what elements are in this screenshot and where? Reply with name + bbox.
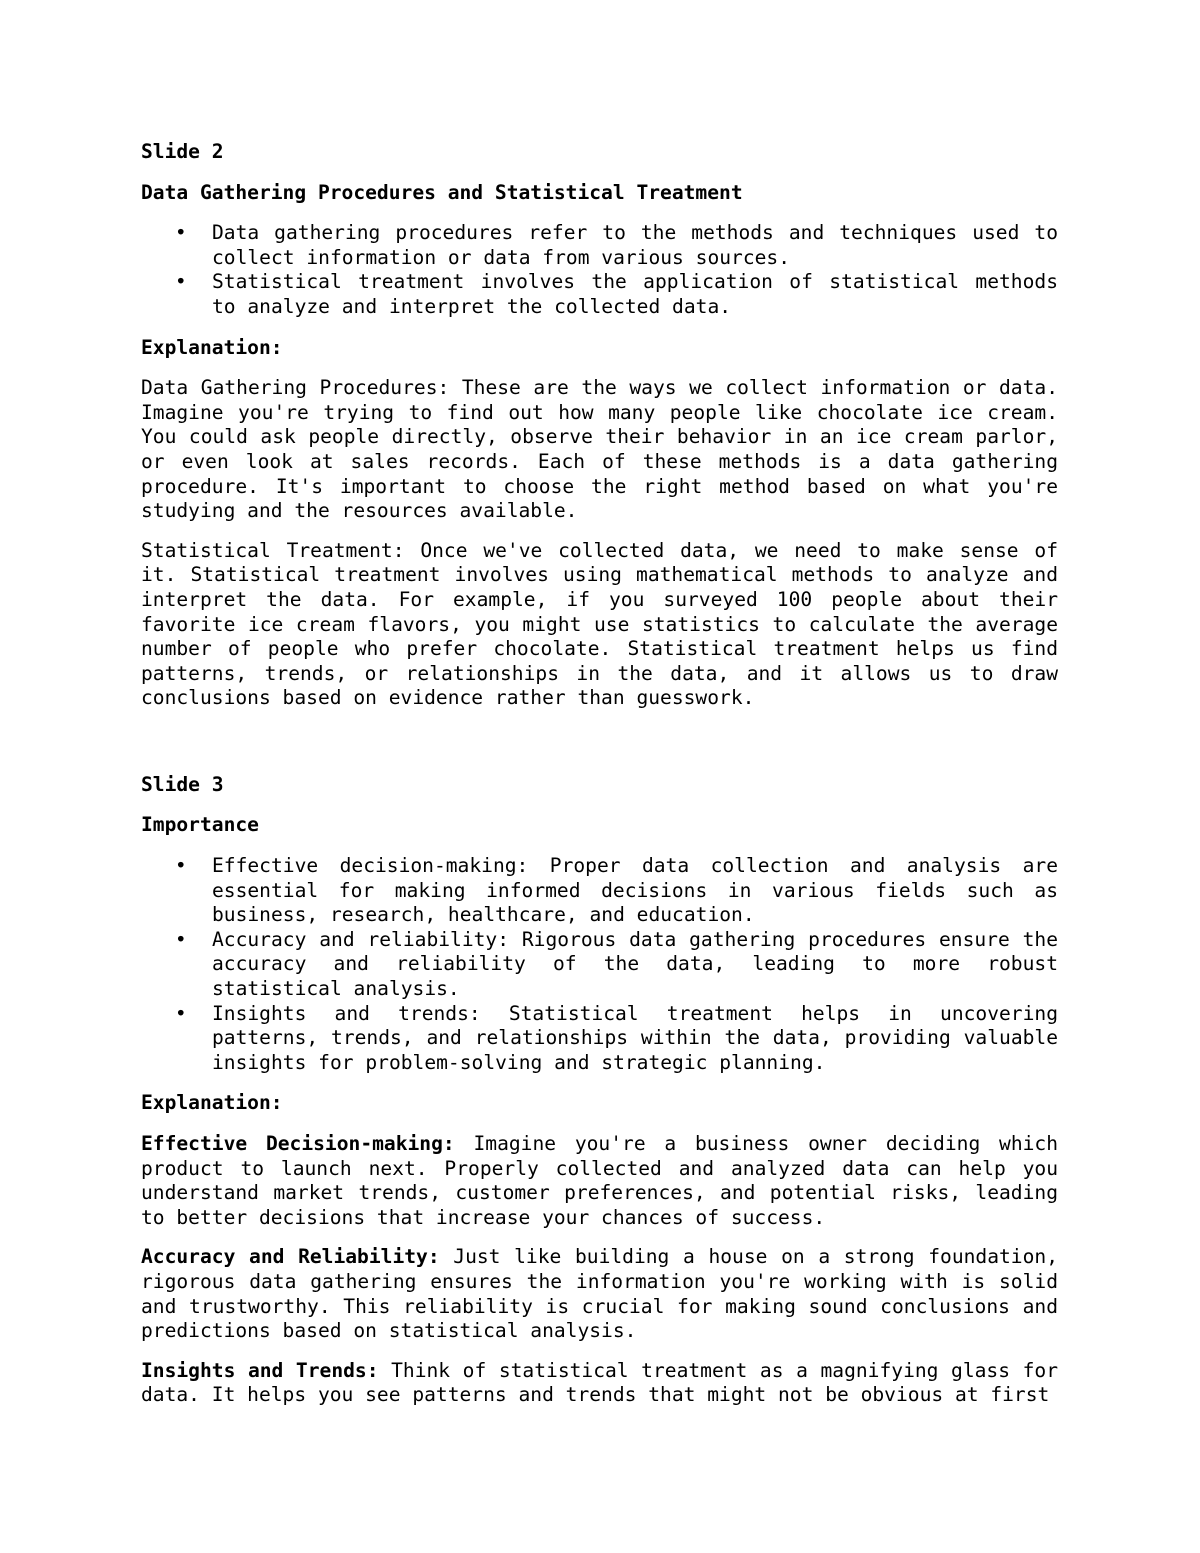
bullet-text: Data gathering procedures refer to the methods and techniques used to collect information or data from various sources.: [212, 221, 1058, 269]
paragraph-text: Just like building a house on a strong foundation, rigorous data gathering ensures the information you're working with is solid and trustworthy. This reliability is crucial for making sound conclusions and predictions based on statistical analysis.: [141, 1245, 1058, 1343]
bullet-icon: •: [175, 1001, 187, 1025]
slide-3-paragraph-insights: [141, 1359, 1058, 1408]
slide-3-explanation-label: Explanation:: [141, 1091, 283, 1115]
list-item: [141, 928, 1058, 1002]
list-item: [141, 854, 1058, 928]
list-item: [141, 270, 1058, 319]
slide-3-title: Importance: [141, 813, 259, 837]
bullet-text: Effective decision-making: Proper data collection and analysis are essential for making informed decisions in various fields such as business, research, healthcare, and education.: [212, 854, 1058, 927]
slide-3-label: Slide 3: [141, 772, 224, 796]
slide-2-paragraph-data-gathering: Data Gathering Procedures: These are the ways we collect information or data. Imagine you're trying to find out how many people like chocolate ice cream. You could ask people directly, observe their behavior in an ice cream parlor, or even look at sales records. Each of these methods is a data gathering procedure. It's important to choose the right method based on what you're studying and the resources available.: [141, 376, 1058, 523]
bullet-icon: •: [175, 854, 187, 878]
slide-2-explanation-label: Explanation:: [141, 335, 283, 359]
bullet-icon: •: [175, 221, 187, 245]
paragraph-term: Effective Decision-making:: [141, 1132, 455, 1155]
bullet-icon: •: [175, 270, 187, 294]
paragraph-text: Think of statistical treatment as a magnifying glass for data. It helps you see patterns and trends that might not be obvious at first: [141, 1358, 1058, 1407]
paragraph-term: Insights and Trends:: [141, 1358, 379, 1382]
document-content: [141, 140, 1058, 1423]
slide-2-label: Slide 2: [141, 140, 224, 163]
paragraph-text: Imagine you're a business owner deciding which product to launch next. Properly collected and analyzed data can help you understand market trends, customer preferences, and potential risks, leading to better decisions that increase your chances of success.: [141, 1132, 1058, 1229]
bullet-text: Accuracy and reliability: Rigorous data gathering procedures ensure the accuracy and reliability of the data, leading to more robust statistical analysis.: [212, 927, 1058, 1001]
list-item: [141, 1002, 1058, 1076]
bullet-text: Statistical treatment involves the application of statistical methods to analyze and interpret the collected data.: [212, 270, 1058, 318]
slide-3-paragraph-decision-making: [141, 1132, 1058, 1230]
slide-2-bullet-list: [141, 221, 1058, 319]
slide-3-bullet-list: [141, 854, 1058, 1075]
list-item: [141, 221, 1058, 270]
section-spacer: [141, 726, 1058, 773]
bullet-text: Insights and trends: Statistical treatment helps in uncovering patterns, trends, and relationships within the data, providing valuable insights for problem-solving and strategic planning.: [212, 1001, 1058, 1074]
bullet-icon: •: [175, 927, 187, 951]
slide-2-title: Data Gathering Procedures and Statistical Treatment: [141, 180, 743, 204]
slide-3-paragraph-accuracy: [141, 1245, 1058, 1343]
paragraph-term: Accuracy and Reliability:: [141, 1245, 440, 1269]
slide-2-paragraph-statistical-treatment: Statistical Treatment: Once we've collected data, we need to make sense of it. Statistical treatment involves using mathematical methods to analyze and interpret the data. For example, if you surveyed 100 people about their favorite ice cream flavors, you might use statistics to calculate the average number of people who prefer chocolate. Statistical treatment helps us find patterns, trends, or relationships in the data, and it allows us to draw conclusions based on evidence rather than guesswork.: [141, 538, 1058, 710]
